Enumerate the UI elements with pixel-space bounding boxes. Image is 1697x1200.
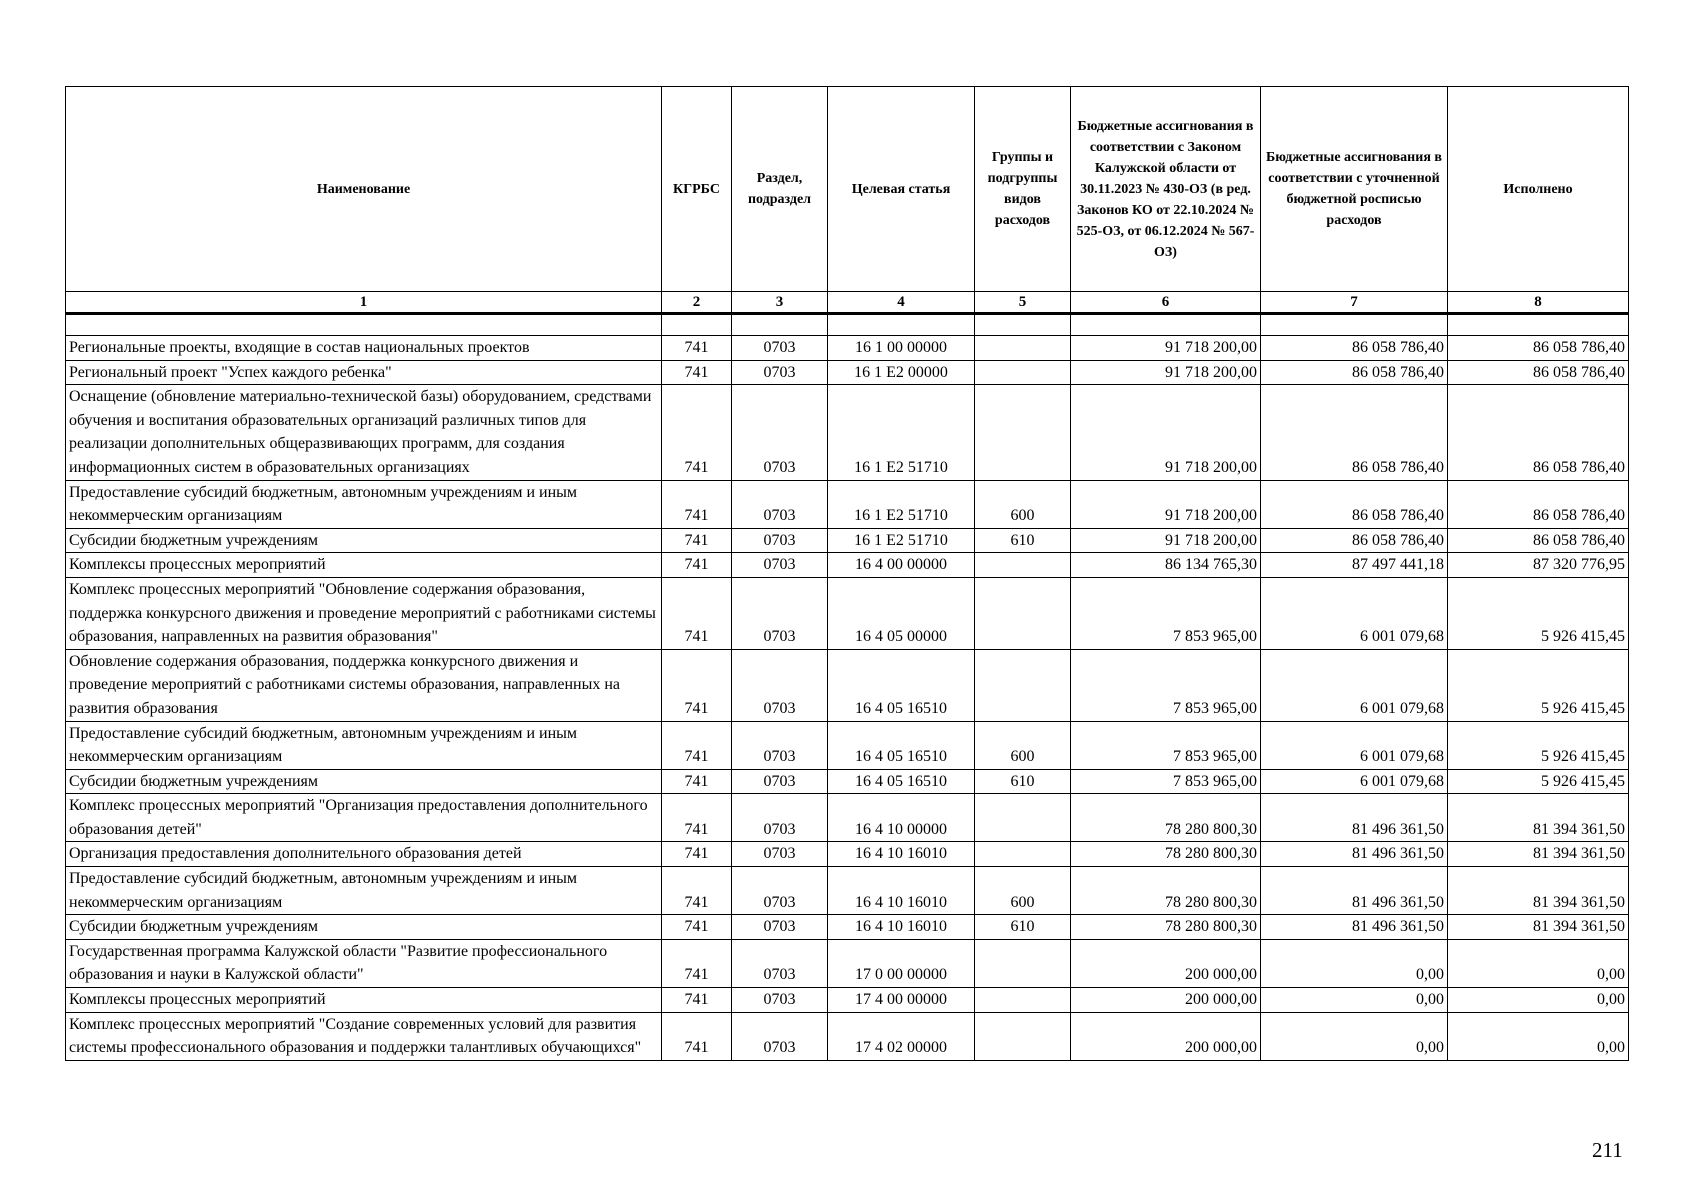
row-kgrbs: 741 [662, 842, 732, 867]
row-kgrbs: 741 [662, 1012, 732, 1060]
spacer-cell [662, 314, 732, 336]
row-expense-group: 600 [975, 721, 1071, 769]
row-kgrbs: 741 [662, 988, 732, 1013]
row-kgrbs: 741 [662, 939, 732, 987]
row-expense-group: 610 [975, 528, 1071, 553]
row-plan-amount: 81 496 361,50 [1261, 842, 1448, 867]
row-razdel: 0703 [732, 577, 828, 649]
row-name: Региональные проекты, входящие в состав национальных проектов [66, 336, 662, 361]
row-expense-group [975, 842, 1071, 867]
row-expense-group [975, 1012, 1071, 1060]
row-razdel: 0703 [732, 867, 828, 915]
row-plan-amount: 6 001 079,68 [1261, 721, 1448, 769]
row-kgrbs: 741 [662, 553, 732, 578]
table-row [66, 842, 1629, 867]
row-razdel: 0703 [732, 915, 828, 940]
table-row [66, 360, 1629, 385]
row-plan-amount: 86 058 786,40 [1261, 528, 1448, 553]
row-kgrbs: 741 [662, 385, 732, 480]
spacer-cell [828, 314, 975, 336]
row-law-amount: 7 853 965,00 [1071, 769, 1261, 794]
header-razdel: Раздел, подраздел [732, 87, 828, 292]
header-row [66, 87, 1629, 292]
row-name: Организация предоставления дополнительного образования детей [66, 842, 662, 867]
header-name: Наименование [66, 87, 662, 292]
row-razdel: 0703 [732, 842, 828, 867]
row-kgrbs: 741 [662, 336, 732, 361]
row-expense-group [975, 336, 1071, 361]
header-law-allocations: Бюджетные ассигнования в соответствии с Законом Калужской области от 30.11.2023 № 430-ОЗ (в ред. Законов КО от 22.10.2024 № 525-ОЗ, от 06.12.2024 № 567-ОЗ) [1071, 87, 1261, 292]
row-kgrbs: 741 [662, 649, 732, 721]
row-executed-amount: 86 058 786,40 [1448, 528, 1629, 553]
row-law-amount: 78 280 800,30 [1071, 794, 1261, 842]
row-target-article: 16 4 05 16510 [828, 649, 975, 721]
spacer-row [66, 314, 1629, 336]
row-plan-amount: 6 001 079,68 [1261, 649, 1448, 721]
row-law-amount: 91 718 200,00 [1071, 360, 1261, 385]
spacer-cell [66, 314, 662, 336]
table-row [66, 553, 1629, 578]
row-plan-amount: 81 496 361,50 [1261, 867, 1448, 915]
row-target-article: 17 4 00 00000 [828, 988, 975, 1013]
row-expense-group: 610 [975, 769, 1071, 794]
row-razdel: 0703 [732, 721, 828, 769]
column-number: 5 [975, 292, 1071, 314]
table-row [66, 915, 1629, 940]
row-law-amount: 91 718 200,00 [1071, 528, 1261, 553]
row-target-article: 16 1 00 00000 [828, 336, 975, 361]
row-razdel: 0703 [732, 528, 828, 553]
row-law-amount: 7 853 965,00 [1071, 649, 1261, 721]
row-law-amount: 7 853 965,00 [1071, 577, 1261, 649]
row-name: Предоставление субсидий бюджетным, автономным учреждениям и иным некоммерческим организациям [66, 721, 662, 769]
row-expense-group: 610 [975, 915, 1071, 940]
row-expense-group [975, 988, 1071, 1013]
row-name: Оснащение (обновление материально-технической базы) оборудованием, средствами обучения и воспитания образовательных организаций различных типов для реализации дополнительных общеразвивающих программ, для создания информационных систем в образовательных организациях [66, 385, 662, 480]
row-expense-group: 600 [975, 480, 1071, 528]
row-executed-amount: 5 926 415,45 [1448, 769, 1629, 794]
row-target-article: 16 1 Е2 51710 [828, 480, 975, 528]
table-row [66, 577, 1629, 649]
row-executed-amount: 5 926 415,45 [1448, 649, 1629, 721]
row-kgrbs: 741 [662, 360, 732, 385]
row-executed-amount: 81 394 361,50 [1448, 842, 1629, 867]
header-executed: Исполнено [1448, 87, 1629, 292]
row-law-amount: 200 000,00 [1071, 939, 1261, 987]
row-expense-group [975, 939, 1071, 987]
row-target-article: 16 1 Е2 00000 [828, 360, 975, 385]
row-target-article: 16 4 05 16510 [828, 769, 975, 794]
table-row [66, 528, 1629, 553]
row-plan-amount: 86 058 786,40 [1261, 360, 1448, 385]
row-name: Региональный проект "Успех каждого ребенка" [66, 360, 662, 385]
row-razdel: 0703 [732, 385, 828, 480]
row-name: Предоставление субсидий бюджетным, автономным учреждениям и иным некоммерческим организациям [66, 867, 662, 915]
row-executed-amount: 86 058 786,40 [1448, 480, 1629, 528]
row-law-amount: 7 853 965,00 [1071, 721, 1261, 769]
row-razdel: 0703 [732, 988, 828, 1013]
row-razdel: 0703 [732, 553, 828, 578]
row-plan-amount: 87 497 441,18 [1261, 553, 1448, 578]
row-razdel: 0703 [732, 1012, 828, 1060]
row-expense-group [975, 577, 1071, 649]
column-number: 8 [1448, 292, 1629, 314]
row-name: Субсидии бюджетным учреждениям [66, 769, 662, 794]
header-expense-groups: Группы и подгруппы видов расходов [975, 87, 1071, 292]
column-number: 6 [1071, 292, 1261, 314]
row-plan-amount: 0,00 [1261, 939, 1448, 987]
row-expense-group [975, 794, 1071, 842]
row-executed-amount: 81 394 361,50 [1448, 867, 1629, 915]
row-law-amount: 200 000,00 [1071, 988, 1261, 1013]
spacer-cell [975, 314, 1071, 336]
row-kgrbs: 741 [662, 769, 732, 794]
row-target-article: 17 4 02 00000 [828, 1012, 975, 1060]
budget-table [65, 86, 1629, 1061]
spacer-cell [732, 314, 828, 336]
row-plan-amount: 81 496 361,50 [1261, 794, 1448, 842]
column-number: 1 [66, 292, 662, 314]
row-target-article: 16 4 10 00000 [828, 794, 975, 842]
row-name: Государственная программа Калужской области "Развитие профессионального образования и науки в Калужской области" [66, 939, 662, 987]
row-razdel: 0703 [732, 336, 828, 361]
row-expense-group: 600 [975, 867, 1071, 915]
row-name: Субсидии бюджетным учреждениям [66, 915, 662, 940]
row-executed-amount: 5 926 415,45 [1448, 721, 1629, 769]
table-row [66, 988, 1629, 1013]
table-row [66, 794, 1629, 842]
row-expense-group [975, 360, 1071, 385]
row-target-article: 16 4 05 00000 [828, 577, 975, 649]
column-number: 4 [828, 292, 975, 314]
table-row [66, 385, 1629, 480]
row-plan-amount: 0,00 [1261, 1012, 1448, 1060]
row-law-amount: 91 718 200,00 [1071, 336, 1261, 361]
table-row [66, 769, 1629, 794]
row-law-amount: 78 280 800,30 [1071, 915, 1261, 940]
row-law-amount: 78 280 800,30 [1071, 842, 1261, 867]
row-executed-amount: 81 394 361,50 [1448, 915, 1629, 940]
row-razdel: 0703 [732, 794, 828, 842]
row-kgrbs: 741 [662, 794, 732, 842]
row-kgrbs: 741 [662, 528, 732, 553]
table-row [66, 721, 1629, 769]
table-row [66, 867, 1629, 915]
row-target-article: 17 0 00 00000 [828, 939, 975, 987]
row-plan-amount: 86 058 786,40 [1261, 336, 1448, 361]
row-kgrbs: 741 [662, 915, 732, 940]
row-kgrbs: 741 [662, 721, 732, 769]
row-plan-amount: 81 496 361,50 [1261, 915, 1448, 940]
column-number: 2 [662, 292, 732, 314]
row-target-article: 16 4 10 16010 [828, 842, 975, 867]
table-row [66, 649, 1629, 721]
row-name: Комплекс процессных мероприятий "Обновление содержания образования, поддержка конкурсного движения и проведение мероприятий с работниками системы образования, направленных на развития образования" [66, 577, 662, 649]
table-body [66, 336, 1629, 1061]
row-expense-group [975, 385, 1071, 480]
row-kgrbs: 741 [662, 480, 732, 528]
row-target-article: 16 1 Е2 51710 [828, 385, 975, 480]
row-name: Комплексы процессных мероприятий [66, 988, 662, 1013]
row-expense-group [975, 649, 1071, 721]
row-name: Обновление содержания образования, поддержка конкурсного движения и проведение мероприятий с работниками системы образования, направленных на развития образования [66, 649, 662, 721]
row-plan-amount: 86 058 786,40 [1261, 385, 1448, 480]
row-razdel: 0703 [732, 769, 828, 794]
row-law-amount: 91 718 200,00 [1071, 385, 1261, 480]
row-executed-amount: 86 058 786,40 [1448, 336, 1629, 361]
page-number: 211 [1592, 1138, 1623, 1162]
row-executed-amount: 0,00 [1448, 988, 1629, 1013]
row-target-article: 16 4 10 16010 [828, 867, 975, 915]
row-expense-group [975, 553, 1071, 578]
row-target-article: 16 4 10 16010 [828, 915, 975, 940]
row-name: Предоставление субсидий бюджетным, автономным учреждениям и иным некоммерческим организациям [66, 480, 662, 528]
row-name: Комплекс процессных мероприятий "Создание современных условий для развития системы профессионального образования и поддержки талантливых обучающихся" [66, 1012, 662, 1060]
row-target-article: 16 4 00 00000 [828, 553, 975, 578]
row-razdel: 0703 [732, 939, 828, 987]
row-kgrbs: 741 [662, 577, 732, 649]
row-executed-amount: 86 058 786,40 [1448, 360, 1629, 385]
spacer-cell [1261, 314, 1448, 336]
row-executed-amount: 0,00 [1448, 1012, 1629, 1060]
header-target-article: Целевая статья [828, 87, 975, 292]
row-kgrbs: 741 [662, 867, 732, 915]
row-plan-amount: 0,00 [1261, 988, 1448, 1013]
table-row [66, 939, 1629, 987]
row-target-article: 16 4 05 16510 [828, 721, 975, 769]
row-plan-amount: 6 001 079,68 [1261, 769, 1448, 794]
row-razdel: 0703 [732, 360, 828, 385]
row-law-amount: 78 280 800,30 [1071, 867, 1261, 915]
table-row [66, 336, 1629, 361]
row-executed-amount: 87 320 776,95 [1448, 553, 1629, 578]
row-razdel: 0703 [732, 649, 828, 721]
row-plan-amount: 6 001 079,68 [1261, 577, 1448, 649]
row-law-amount: 91 718 200,00 [1071, 480, 1261, 528]
row-executed-amount: 5 926 415,45 [1448, 577, 1629, 649]
spacer-cell [1448, 314, 1629, 336]
column-number: 7 [1261, 292, 1448, 314]
row-executed-amount: 86 058 786,40 [1448, 385, 1629, 480]
row-name: Субсидии бюджетным учреждениям [66, 528, 662, 553]
header-refined-allocations: Бюджетные ассигнования в соответствии с уточненной бюджетной росписью расходов [1261, 87, 1448, 292]
table-row [66, 480, 1629, 528]
row-name: Комплекс процессных мероприятий "Организация предоставления дополнительного образования детей" [66, 794, 662, 842]
row-executed-amount: 0,00 [1448, 939, 1629, 987]
row-target-article: 16 1 Е2 51710 [828, 528, 975, 553]
row-razdel: 0703 [732, 480, 828, 528]
row-plan-amount: 86 058 786,40 [1261, 480, 1448, 528]
header-kgrbs: КГРБС [662, 87, 732, 292]
column-number-row [66, 292, 1629, 314]
table-row [66, 1012, 1629, 1060]
spacer-cell [1071, 314, 1261, 336]
row-law-amount: 86 134 765,30 [1071, 553, 1261, 578]
row-law-amount: 200 000,00 [1071, 1012, 1261, 1060]
column-number: 3 [732, 292, 828, 314]
row-name: Комплексы процессных мероприятий [66, 553, 662, 578]
row-executed-amount: 81 394 361,50 [1448, 794, 1629, 842]
